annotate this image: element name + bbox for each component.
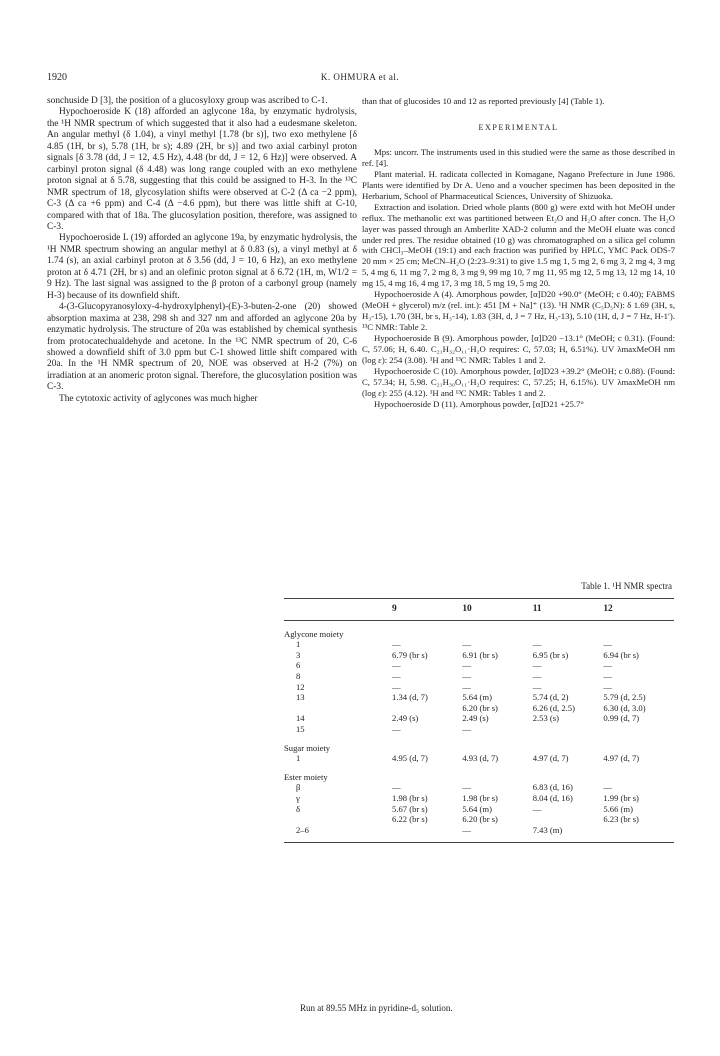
- table-cell: 5.74 (d, 2) 6.26 (d, 2.5): [532, 692, 575, 713]
- table-cell: 1.99 (br s): [603, 792, 639, 803]
- table-section-row: [284, 764, 674, 783]
- table-cell: 4.97 (d, 7): [603, 753, 640, 764]
- table-cell: 15: [296, 723, 305, 734]
- paragraph: Mps: uncorr. The instruments used in this studied were the same as those described in ref. [4].: [362, 146, 675, 168]
- nmr-table: [284, 598, 674, 843]
- paragraph: Plant material. H. radicata collected in Komagane, Nagano Prefecture in June 1986. Plants were identified by Dr A. Ueno and a voucher specimen has been deposited in the Herbarium, School of Pharmaceutical Sciences, University of Shizuoka.: [362, 168, 675, 201]
- table-cell: 5.79 (d, 2.5) 6.30 (d, 3.0): [603, 692, 646, 713]
- table-cell: 2.49 (s): [392, 713, 419, 724]
- table-cell: 5.64 (m) 6.20 (br s): [462, 692, 498, 713]
- paragraph: Hypochoeroside L (19) afforded an aglycone 19a, by enzymatic hydrolysis, the ¹H NMR spectrum showing an angular methyl at δ 0.83 (s), a vinyl methyl at δ 1.74 (s), an axial carbinyl proton at δ 3.56 (dd, J = 10, 6 Hz), an exo methylene proton at δ 4.71 (2H, br s) and an olefinic proton signal at δ 6.72 (1H, m, W1/2 = 9 Hz). The last signal was assigned to the β proton of a carbonyl group (namely H-3) because of its downfield shift.: [47, 233, 357, 301]
- table-cell: 6: [296, 660, 301, 671]
- table-header-row: [284, 599, 674, 621]
- table-row: [284, 692, 674, 713]
- table-cell: γ: [296, 792, 300, 803]
- left-column: [47, 96, 357, 405]
- table-cell: 14: [296, 713, 305, 724]
- table-row: [284, 671, 674, 682]
- table-cell: —: [462, 670, 471, 681]
- table-cell: —: [603, 681, 612, 692]
- table-row: [284, 793, 674, 804]
- table-row: [284, 650, 674, 661]
- table-cell: 1.98 (br s): [462, 792, 498, 803]
- experimental-heading: EXPERIMENTAL: [478, 122, 559, 132]
- table-section-row: [284, 735, 674, 754]
- table-cell: 1.98 (br s): [392, 792, 428, 803]
- paragraph: Extraction and isolation. Dried whole plants (800 g) were extd with hot MeOH under reflux. The methanolic ext was partitioned between Et₂O and H₂O after concn. The H₂O layer was passed through an Amberlite XAD-2 column and the MeOH eluate was concd under red pres. The residue obtained (10 g) was chromatographed on a silica gel column with CHCl₃–MeOH (19:1) and each fraction was purified by HPLC, YMC Pack ODS-7 20 mm × 25 cm; MeCN–H₂O (2:23–9:31) to give 1.5 mg 1, 5 mg 2, 6 mg 3, 2 mg 4, 3 mg 5, 4 mg 6, 11 mg 7, 2 mg 8, 3 mg 9, 99 mg 10, 7 mg 11, 95 mg 12, 5 mg 13, 12 mg 14, 10 mg 15, 4 mg 16, 4 mg 17, 3 mg 18, 5 mg 19, 5 mg 20.: [362, 201, 675, 289]
- table-cell: —: [392, 639, 401, 650]
- table-row: [284, 713, 674, 724]
- paragraph: Hypochoeroside K (18) afforded an aglycone 18a, by enzymatic hydrolysis, the ¹H NMR spectrum of which suggested that it also had a eudesmane skeleton. An angular methyl (δ 1.04), a vinyl methyl [1.78 (br s)], two exo methylene [δ 4.85 (1H, br s), 5.78 (1H, br s); 4.89 (2H, br s)] and two axial carbinyl proton signals [δ 3.78 (dd, J = 12, 4.5 Hz), 4.48 (br dd, J = 12, 6 Hz)] were observed. A carbinyl proton signal (δ 4.48) was long range coupled with an exo methylene proton signal at δ 5.78, suggesting that this could be assigned to H-3. In the ¹³C NMR spectrum of 18, glycosylation shifts were observed at C-2 (Δ ca −2 ppm), C-3 (Δ ca +6 ppm) and C-4 (Δ −4.6 ppm), but there was little shift at C-10, compared with that of 18a. The glucosylation position, therefore, was assigned to C-3.: [47, 107, 357, 232]
- table-cell: [392, 825, 462, 836]
- table-cell: 6.83 (d, 16): [532, 782, 573, 793]
- table-column-header: [284, 599, 392, 621]
- table-cell: 6.95 (br s): [532, 649, 569, 660]
- table-cell: —: [603, 660, 612, 671]
- table-cell: 3: [296, 649, 301, 660]
- table-row: [284, 825, 674, 836]
- table-cell: 5.64 (m) 6.20 (br s): [462, 803, 498, 825]
- table-cell: 4.95 (d, 7): [392, 753, 428, 764]
- table-cell: —: [462, 824, 471, 835]
- running-head: K. OHMURA et al.: [320, 72, 400, 82]
- paragraph: The cytotoxic activity of aglycones was much higher: [59, 393, 258, 404]
- table-row: [284, 724, 674, 735]
- table-cell: —: [392, 782, 401, 793]
- paragraph: 4-(3-Glucopyranosyloxy-4-hydroxylphenyl)-(E)-3-buten-2-one (20) showed absorption maxima at 238, 298 sh and 327 nm and afforded an aglycone 20a by enzymatic hydrolysis. The structure of 20a was established by chemical synthesis from protocatechualdehyde and acetone. In the ¹³C NMR spectrum of 20, C-6 showed a downfield shift of 3.0 ppm but C-1 showed little shift compared with 20a. In the ¹H NMR spectrum of 20, NOE was observed at H-2 (7%) on irradiation at an anomeric proton signal. Therefore, the glucosylation position was C-3.: [47, 302, 357, 393]
- table-cell: β: [296, 782, 301, 793]
- table-cell: —: [392, 670, 401, 681]
- table-section-title: Aglycone moiety: [284, 628, 344, 639]
- table-row: [284, 753, 674, 764]
- table-cell: —: [603, 670, 612, 681]
- paragraph: Hypochoeroside C (10). Amorphous powder, [α]D23 +39.2° (MeOH; c 0.88). (Found: C, 57.34; H, 5.98. C₂₁H₃₀O₁₁·H₂O requires: C, 57.25; H, 6.15%). UV λmaxMeOH nm (log ε): 255 (4.12). ¹H and ¹³C NMR: Tables 1 and 2.: [362, 365, 675, 398]
- table-cell: δ: [296, 803, 301, 814]
- table-cell: 2.49 (s): [462, 713, 489, 724]
- table-row: [284, 804, 674, 825]
- table-cell: 6.79 (br s): [392, 649, 428, 660]
- table-cell: 5.66 (m) 6.23 (br s): [603, 803, 639, 825]
- table-footnote: Run at 89.55 MHz in pyridine-d₅ solution.: [300, 1003, 453, 1013]
- table-cell: 2–6: [296, 824, 309, 835]
- table-cell: 2.53 (s): [532, 713, 559, 724]
- table-cell: 8: [296, 670, 301, 681]
- table-cell: —: [462, 723, 471, 734]
- table-cell: 1: [296, 753, 301, 764]
- table-cell: 7.43 (m): [532, 824, 563, 835]
- table-section-title: Ester moiety: [284, 771, 328, 782]
- table-cell: 6.94 (br s): [603, 649, 639, 660]
- page-number: 1920: [47, 72, 67, 83]
- table-row: [284, 682, 674, 693]
- table-cell: 1: [296, 639, 301, 650]
- table-cell: —: [462, 681, 471, 692]
- table-cell: [533, 724, 604, 735]
- table-cell: —: [462, 660, 471, 671]
- table-cell: 13: [296, 692, 305, 703]
- table-bottom-rule: [284, 835, 674, 843]
- table-column-header: 9: [392, 599, 462, 621]
- table-column-header: 10: [462, 599, 532, 621]
- right-column-continuation: than that of glucosides 10 and 12 as reported previously [4] (Table 1).: [362, 96, 605, 106]
- paragraph: Hypochoeroside B (9). Amorphous powder, [α]D20 −13.1° (MeOH; c 0.31). (Found: C, 57.06; H, 6.40. C₂₁H₃₂O₁₁·H₂O requires: C, 57.03; H, 6.51%). UV λmaxMeOH nm (log ε): 254 (3.08). ¹H and ¹³C NMR: Tables 1 and 2.: [362, 333, 675, 366]
- table-caption: Table 1. ¹H NMR spectra: [581, 581, 672, 591]
- table-cell: 1.34 (d, 7): [392, 692, 428, 703]
- table-cell: 4.93 (d, 7): [462, 753, 499, 764]
- table-cell: —: [532, 803, 542, 814]
- table-cell: [603, 825, 674, 836]
- table-cell: 8.04 (d, 16): [532, 792, 573, 803]
- experimental-paragraphs: [362, 147, 675, 410]
- table-column-header: 11: [533, 599, 604, 621]
- table-cell: 0.99 (d, 7): [603, 713, 640, 724]
- right-column: [362, 96, 675, 410]
- table-column-header: 12: [603, 599, 674, 621]
- table-cell: —: [532, 639, 542, 650]
- table-cell: —: [532, 681, 542, 692]
- table-cell: —: [532, 660, 542, 671]
- table-row: [284, 660, 674, 671]
- table-cell: 12: [296, 681, 305, 692]
- paragraph: sonchuside D [3], the position of a glucosyloxy group was ascribed to C-1.: [47, 96, 328, 106]
- table-cell: —: [392, 723, 401, 734]
- table-cell: —: [392, 681, 401, 692]
- table-cell: —: [462, 782, 471, 793]
- table-cell: —: [532, 670, 542, 681]
- table-cell: [603, 724, 674, 735]
- table-row: [284, 639, 674, 650]
- table-cell: 4.97 (d, 7): [532, 753, 569, 764]
- table-cell: —: [392, 660, 401, 671]
- table-section-title: Sugar moiety: [284, 742, 331, 753]
- table-row: [284, 782, 674, 793]
- table-rule-cell: [284, 835, 674, 843]
- table-cell: —: [603, 639, 612, 650]
- table-cell: —: [603, 782, 612, 793]
- table-cell: 6.91 (br s): [462, 649, 498, 660]
- paragraph: Hypochoeroside D (11). Amorphous powder, [α]D21 +25.7°: [374, 398, 584, 409]
- table-cell: —: [462, 639, 471, 650]
- paragraph: Hypochoeroside A (4). Amorphous powder, [α]D20 +90.0° (MeOH; c 0.40); FABMS (MeOH + glycerol) m/z (rel. int.): 451 [M + Na]⁺ (13). ¹H NMR (C₅D₅N): δ 1.69 (3H, s, H₃-15), 1.70 (3H, br s, H₃-14), 1.83 (3H, d, J = 7 Hz, H₃-13), 5.10 (1H, d, J = 7 Hz, H-1′). ¹³C NMR: Table 2.: [362, 289, 675, 333]
- table-cell: 5.67 (br s) 6.22 (br s): [392, 803, 428, 825]
- table-section-row: [284, 620, 674, 639]
